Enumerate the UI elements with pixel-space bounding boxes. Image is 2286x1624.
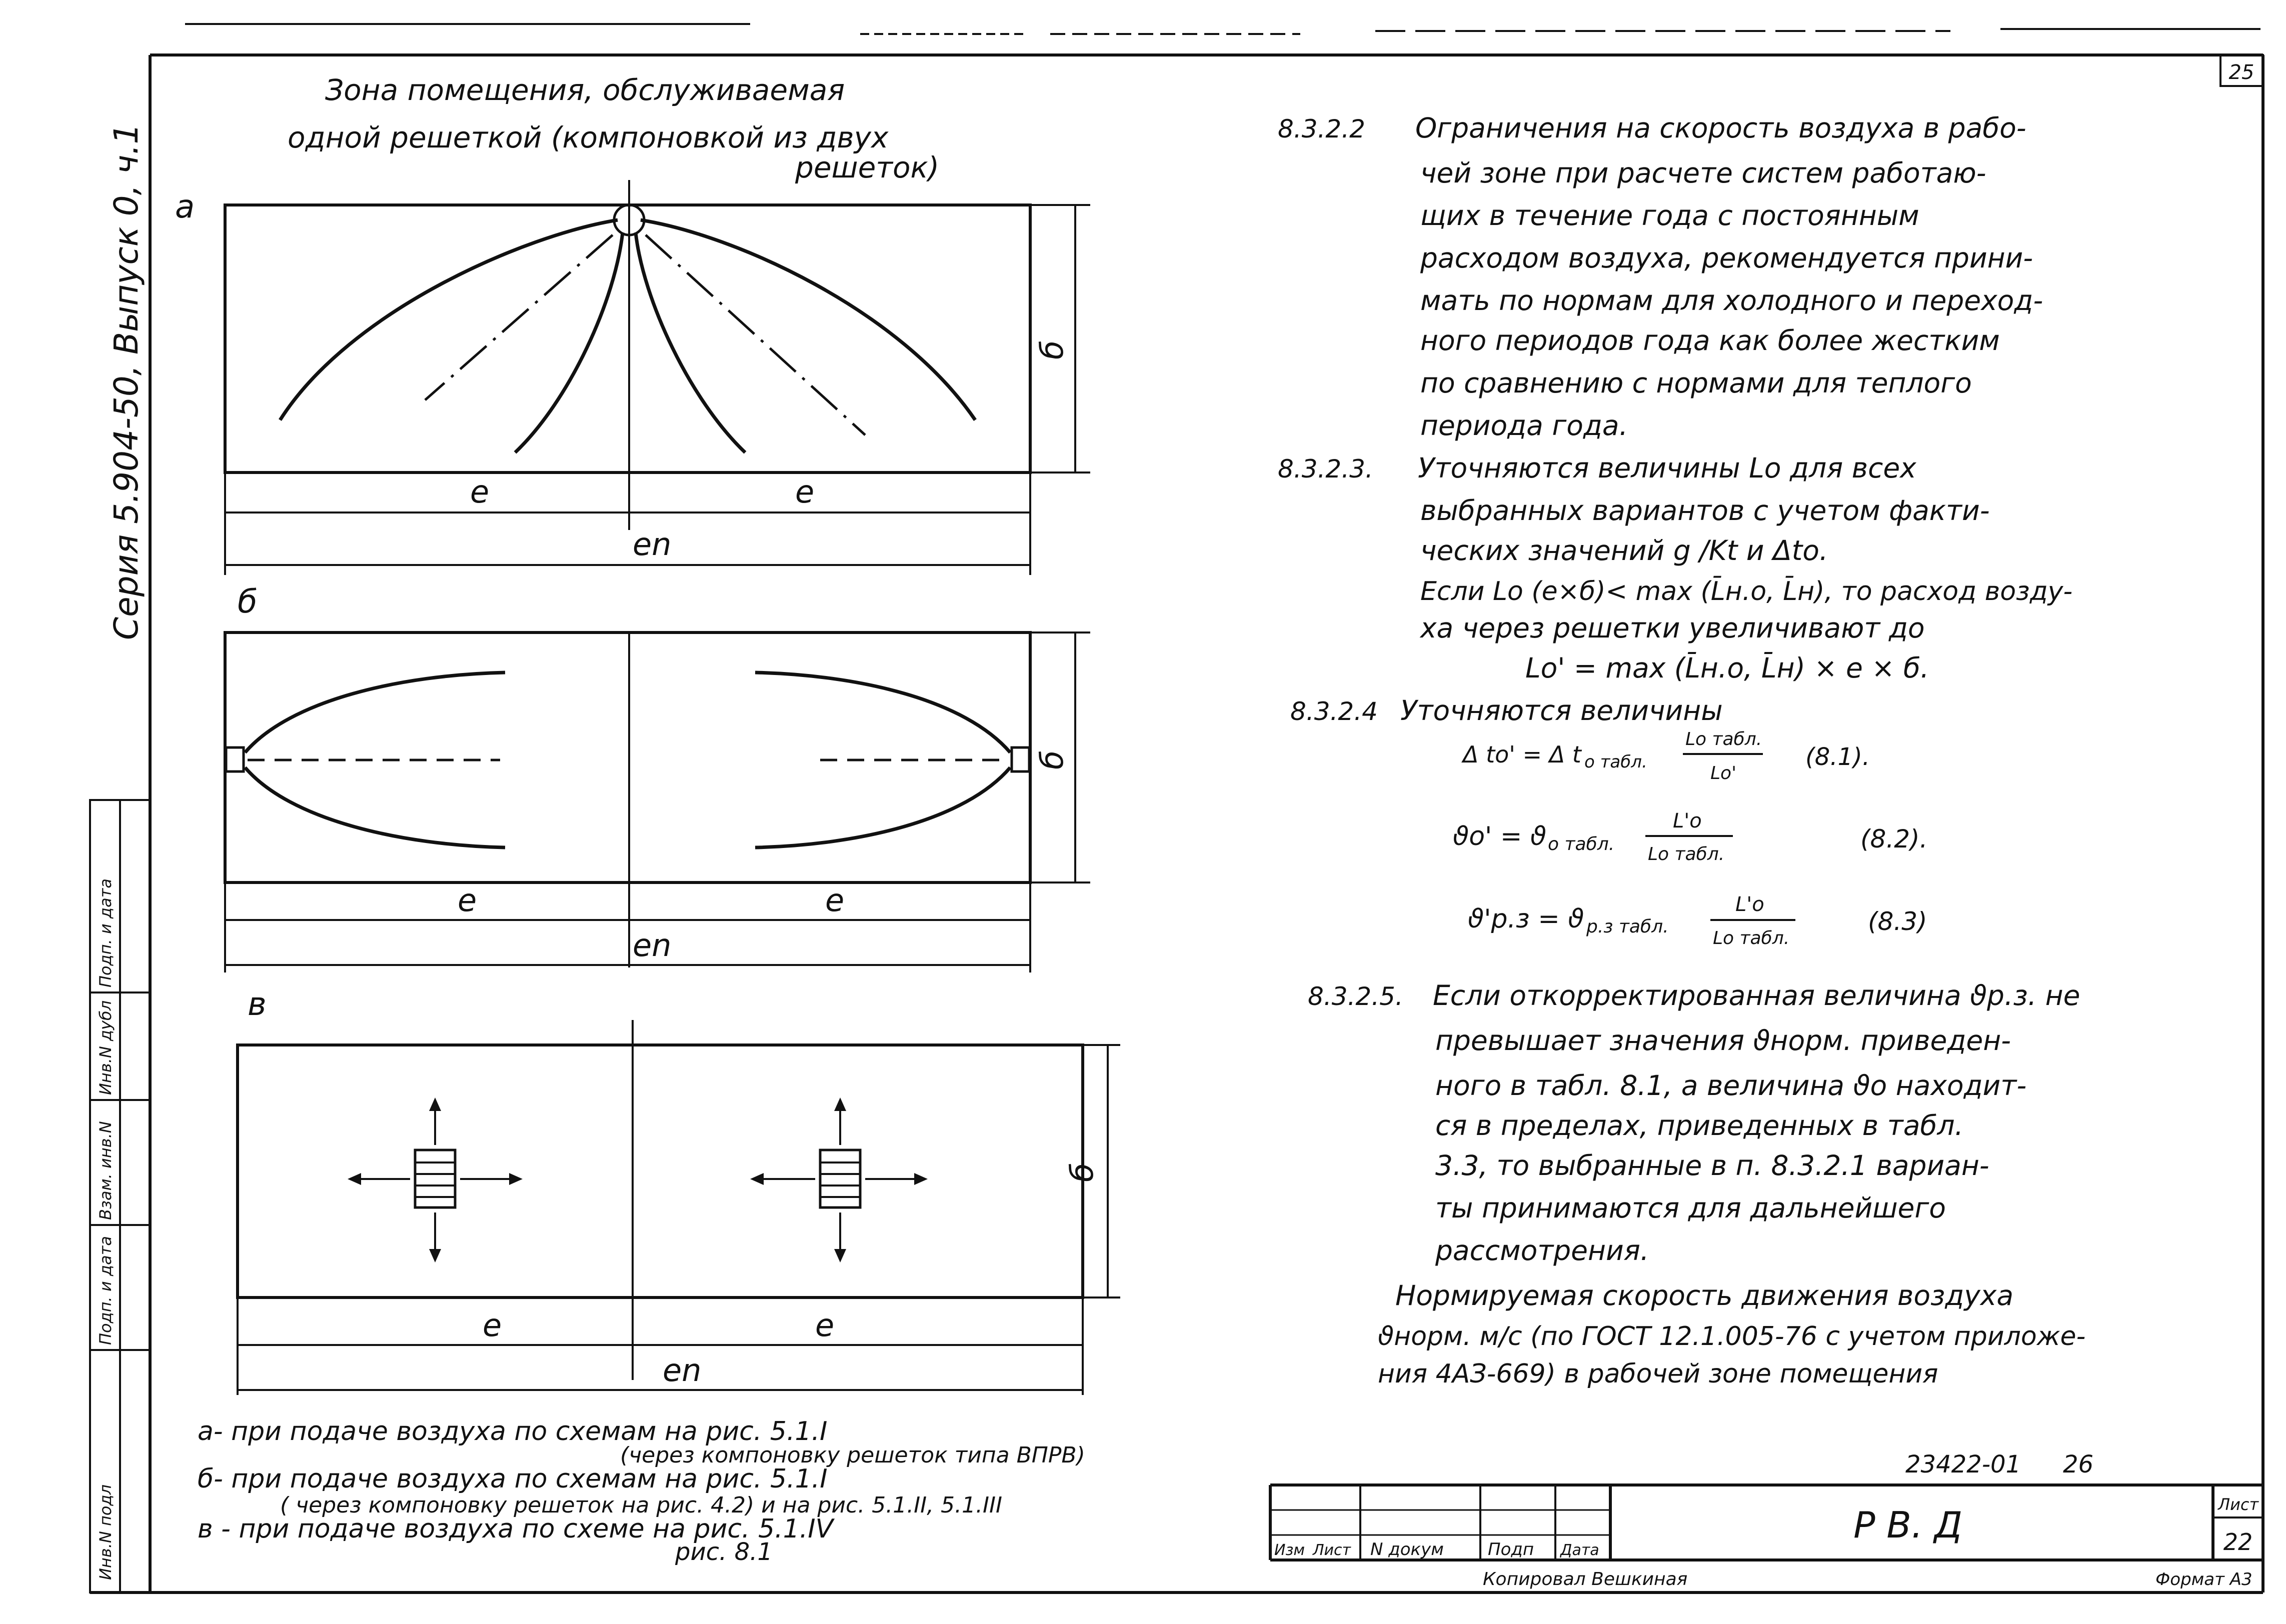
- section-8322-number: 8.3.2.2: [1278, 114, 1365, 144]
- panel-v-letter: в: [248, 986, 267, 1023]
- caption-a-note: (через компоновку решеток типа ВПРВ): [620, 1442, 1085, 1468]
- panel-b-letter: б: [238, 584, 258, 620]
- panel-a-letter: а: [175, 188, 195, 226]
- section-8325-line: ся в пределах, приведенных в табл.: [1435, 1110, 1963, 1142]
- norm-paragraph-line: ϑнорм. м/с (по ГОСТ 12.1.005-76 с учетом приложе-: [1378, 1322, 2086, 1352]
- section-8323-line: ческих значений g /Kt и Δto.: [1420, 534, 1828, 566]
- figure-8-1: [175, 73, 1120, 1566]
- panel-v-grille-left: [348, 1098, 523, 1262]
- section-8325-line: ного в табл. 8.1, а величина ϑo находит-: [1435, 1070, 2027, 1102]
- figure-title-line-3: решеток): [795, 150, 940, 184]
- panel-v: [238, 986, 1120, 1395]
- formula-8-2-denominator: Lo табл.: [1648, 844, 1725, 864]
- stamp-col-podp: Подп: [1488, 1540, 1534, 1560]
- section-8323-number: 8.3.2.3.: [1278, 454, 1373, 484]
- corner-sheet-number: 25: [2228, 61, 2254, 84]
- strip-label-podp-data-1: Подп. и дата: [96, 1236, 115, 1345]
- panel-a-dim-left: e: [470, 474, 490, 510]
- copied-by: Копировал Вешкиная: [1483, 1569, 1688, 1590]
- panel-b-dim-left: e: [458, 882, 477, 918]
- section-8324-number: 8.3.2.4: [1290, 697, 1378, 726]
- formula-8-2-sub: о табл.: [1548, 834, 1615, 854]
- format-label: Формат А3: [2155, 1570, 2252, 1590]
- title-block: [1270, 1450, 2263, 1590]
- norm-paragraph-line: Нормируемая скорость движения воздуха: [1395, 1280, 2014, 1312]
- stamp-col-list: Лист: [1313, 1542, 1351, 1559]
- stamp-sheet-label: Лист: [2218, 1495, 2259, 1514]
- section-8325-line: 3.3, то выбранные в п. 8.3.2.1 вариан-: [1435, 1150, 1989, 1182]
- formula-8-3-denominator: Lo табл.: [1713, 928, 1790, 948]
- panel-v-dim-height: б: [1064, 1162, 1100, 1182]
- panel-b-dim-height: б: [1034, 750, 1070, 770]
- section-8322-line: мать по нормам для холодного и переход-: [1420, 284, 2043, 316]
- panel-b-dim-total: en: [633, 927, 672, 964]
- strip-label-inv-podl: Инв.N подл: [96, 1484, 115, 1580]
- section-8325-line: превышает значения ϑнорм. приведен-: [1435, 1024, 2011, 1056]
- strip-label-vzam-inv: Взам. инв.N: [96, 1121, 115, 1220]
- norm-paragraph-line: ния 4АЗ-669) в рабочей зоне помещения: [1378, 1359, 1938, 1389]
- section-8324-title: Уточняются величины: [1400, 694, 1723, 726]
- figure-number: рис. 8.1: [675, 1538, 773, 1566]
- stamp-col-ndok: N докум: [1370, 1540, 1444, 1560]
- caption-b-note: ( через компоновку решеток на рис. 4.2) и на рис. 5.1.II, 5.1.III: [280, 1492, 1002, 1518]
- section-8325-line: Если откорректированная величина ϑр.з. не: [1433, 980, 2080, 1012]
- formula-8-1-lhs: Δ to' = Δ t: [1463, 741, 1581, 768]
- panel-v-grille-right: [750, 1098, 928, 1262]
- formula-8-2-lhs: ϑo' = ϑ: [1453, 822, 1547, 852]
- section-8322-line: Ограничения на скорость воздуха в рабо-: [1415, 112, 2026, 144]
- stamp-title: Р В. Д: [1853, 1504, 1962, 1546]
- formula-8-1-numerator: Lo табл.: [1685, 729, 1762, 750]
- stamp-sheet-number: 22: [2223, 1528, 2253, 1556]
- panel-a-dim-right: e: [795, 474, 815, 510]
- doc-page: 26: [2063, 1450, 2094, 1478]
- panel-b-dim-right: e: [825, 882, 845, 918]
- section-8322-line: по сравнению с нормами для теплого: [1420, 367, 1972, 399]
- section-8325-line: ты принимаются для дальнейшего: [1435, 1192, 1946, 1224]
- corner-box: [2220, 55, 2263, 86]
- section-8322-line: ного периодов года как более жестким: [1420, 324, 2000, 356]
- formula-8-3: [1468, 893, 1927, 948]
- panel-v-dim-right: e: [815, 1307, 835, 1344]
- text-column: [1278, 112, 2085, 1389]
- figure-title-line-2: одной решеткой (компоновкой из двух: [288, 120, 889, 154]
- panel-b-room: [225, 632, 1030, 882]
- left-registration-strip: [90, 800, 150, 1592]
- caption-b: б- при подаче воздуха по схемам на рис. 5.1.I: [198, 1464, 828, 1494]
- panel-a-room: [225, 205, 1030, 472]
- formula-8-3-sub: р.з табл.: [1586, 916, 1669, 937]
- figure-title-line-1: Зона помещения, обслуживаемая: [325, 73, 845, 107]
- stamp-col-data: Дата: [1560, 1542, 1599, 1559]
- strip-label-podp-data-2: Подп. и дата: [96, 878, 115, 988]
- panel-v-dim-total: en: [663, 1352, 702, 1388]
- panel-b-grille-right: [1012, 748, 1029, 772]
- formula-8-2-numerator: L'o: [1673, 810, 1702, 832]
- formula-8-2: [1453, 810, 1927, 864]
- panel-b-grille-left: [226, 748, 244, 772]
- section-8322-line: периода года.: [1420, 410, 1628, 442]
- panel-v-dim-left: e: [483, 1307, 502, 1344]
- panel-v-room: [238, 1045, 1083, 1298]
- panel-b: [225, 584, 1090, 972]
- section-8323-line: ха через решетки увеличивают до: [1420, 612, 1925, 644]
- formula-8-1-sub: о табл.: [1584, 752, 1647, 772]
- doc-number: 23422-01: [1905, 1450, 2021, 1478]
- section-8323-line: Уточняются величины Lo для всех: [1418, 452, 1916, 484]
- caption-a: а- при подаче воздуха по схемам на рис. 5.1.I: [198, 1416, 828, 1446]
- panel-a-dim-height: б: [1034, 340, 1070, 360]
- section-8323-line: Если Lo (e×б)< max (L̄н.о, L̄н), то расход возду-: [1420, 576, 2073, 606]
- section-8323-line: Lo' = max (L̄н.о, L̄н) × e × б.: [1525, 652, 1929, 684]
- formula-8-1-denominator: Lo': [1710, 763, 1736, 784]
- stamp-col-izm: Изм: [1274, 1542, 1305, 1559]
- formula-8-2-tag: (8.2).: [1860, 824, 1928, 854]
- formula-8-3-numerator: L'o: [1735, 893, 1764, 916]
- formula-8-1-tag: (8.1).: [1805, 743, 1870, 771]
- formula-8-1: [1461, 729, 1870, 784]
- panel-a: [175, 180, 1090, 575]
- panel-a-dim-total: en: [633, 526, 672, 562]
- section-8322-line: чей зоне при расчете систем работаю-: [1420, 157, 1986, 189]
- section-8325-line: рассмотрения.: [1435, 1234, 1649, 1266]
- formula-8-3-lhs: ϑ'р.з = ϑ: [1468, 904, 1584, 934]
- section-8322-line: щих в течение года с постоянным: [1420, 200, 1919, 232]
- formula-8-3-tag: (8.3): [1868, 907, 1927, 936]
- section-8323-line: выбранных вариантов с учетом факти-: [1420, 494, 1990, 526]
- strip-label-inv-dubl: Инв.N дубл: [96, 1000, 115, 1095]
- section-8322-line: расходом воздуха, рекомендуется прини-: [1420, 242, 2033, 274]
- series-side-stamp: Серия 5.904-50, Выпуск 0, ч.1: [107, 123, 146, 640]
- top-edge-lines: [185, 24, 2260, 34]
- section-8325-number: 8.3.2.5.: [1308, 982, 1403, 1011]
- caption-v: в - при подаче воздуха по схеме на рис. 5.1.IV: [198, 1514, 834, 1544]
